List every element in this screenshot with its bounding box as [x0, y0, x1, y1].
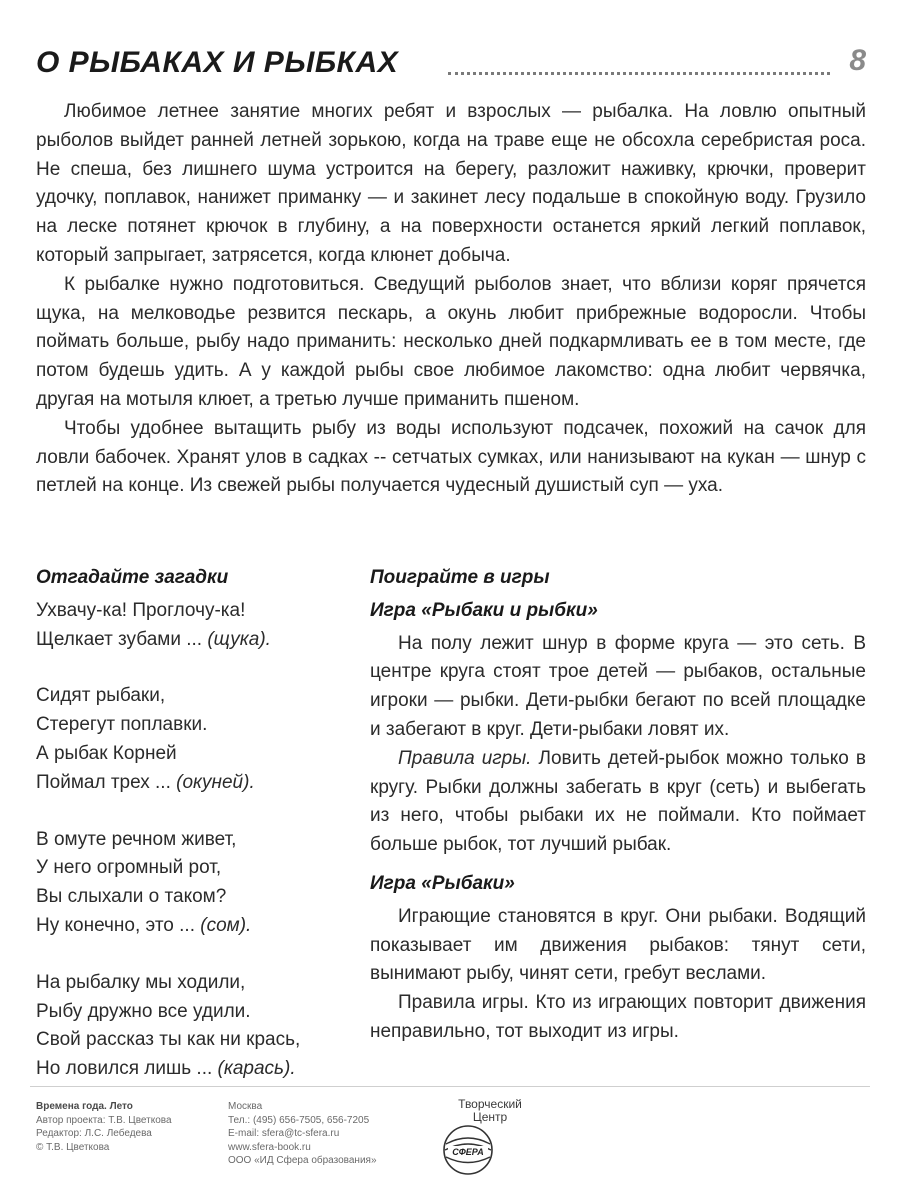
riddle-answer: (окуней).	[176, 771, 255, 793]
footer-publisher: ООО «ИД Сфера образования»	[228, 1155, 377, 1166]
footer-website: www.sfera-book.ru	[228, 1141, 311, 1153]
riddle-2	[36, 682, 356, 797]
riddle-line: На рыбалку мы ходили,	[36, 971, 246, 993]
riddle-answer: (щука).	[207, 628, 271, 650]
intro-paragraph-2: К рыбалке нужно подготовиться. Сведущий рыболов знает, что вблизи коряг прячется щука, на мелководье резвится пескарь, а окунь любит прибрежные водоросли. Чтобы поймать больше, рыбу надо приманить: несколько дней подкармливать ее в том месте, где потом будешь удить. А у каждой рыбы свое любимое лакомство: одна любит червячка, другая на мотыля клюет, а третью лучше приманить пшеном.	[36, 273, 866, 410]
footer-city: Москва	[228, 1101, 263, 1112]
game-1-title: Игра «Рыбаки и рыбки»	[370, 599, 598, 621]
riddle-line	[36, 626, 356, 655]
publisher-logo	[430, 1098, 540, 1178]
game-2-title: Игра «Рыбаки»	[370, 872, 515, 894]
riddle-text: Но ловился лишь ...	[36, 1058, 213, 1080]
riddle-line: Вы слыхали о таком?	[36, 886, 227, 908]
sphere-logo-icon	[440, 1124, 496, 1176]
intro-text	[36, 98, 866, 501]
riddle-line: Стерегут поплавки.	[36, 714, 208, 736]
games-heading: Поиграйте в игры	[370, 567, 550, 588]
riddle-line	[36, 1055, 356, 1084]
footer-credits	[36, 1100, 216, 1154]
games-section	[370, 564, 866, 1047]
logo-caption	[440, 1098, 540, 1124]
logo-caption-line-1: Творческий	[458, 1097, 522, 1111]
page-header	[36, 44, 866, 88]
riddle-line: У него огромный рот,	[36, 857, 222, 879]
footer-book-title: Времена года. Лето	[36, 1101, 133, 1112]
rules-text: Ловить детей-рыбок можно только в кругу. Рыбки должны забегать в круг (сеть) и выбегать из него, чтобы рыбаки их не поймали. Кто поймает больше рыбок, тот лучший рыбак.	[370, 747, 866, 856]
footer-author: Автор проекта: Т.В. Цветкова	[36, 1114, 172, 1126]
intro-paragraph-1: Любимое летнее занятие многих ребят и взрослых — рыбалка. На ловлю опытный рыболов выйдет ранней летней зорькою, когда на траве еще не обсохла серебристая роса. Не спеша, без лишнего шума устроится на берегу, разложит наживку, крючки, проверит удочку, поплавок, нанижет приманку — и закинет лесу подальше в спокойную воду. Грузило на леске потянет крючок в глубину, а на поверхности останется яркий легкий поплавок, который запрыгает, затрясется, когда клюнет добыча.	[36, 101, 866, 266]
footer-email: E-mail: sfera@tc-sfera.ru	[228, 1128, 340, 1139]
footer-phone: Тел.: (495) 656-7505, 656-7205	[228, 1114, 370, 1126]
intro-paragraph-3: Чтобы удобнее вытащить рыбу из воды используют подсачек, похожий на сачок для ловли бабочек. Хранят улов в садках -- сетчатых сумках, или нанизывают на кукан — шнур с петлей на конце. Из свежей рыбы получается чудесный душистый суп — уха.	[36, 417, 866, 497]
dotted-leader	[448, 72, 830, 75]
riddle-answer: (сом).	[200, 914, 252, 936]
riddle-answer: (карась).	[217, 1058, 296, 1080]
game-2-rules: Правила игры. Кто из играющих повторит движения неправильно, тот выходит из игры.	[370, 992, 866, 1042]
riddle-1	[36, 597, 356, 655]
footer-divider	[30, 1086, 870, 1087]
riddle-line	[36, 912, 356, 941]
riddles-section	[36, 564, 356, 1112]
page-title: О РЫБАКАХ И РЫБКАХ	[36, 46, 399, 79]
riddle-line: Сидят рыбаки,	[36, 685, 166, 707]
riddle-text: Щелкает зубами ...	[36, 628, 203, 650]
riddle-line	[36, 769, 356, 798]
page-number: 8	[849, 44, 866, 77]
logo-word: СФЕРА	[452, 1147, 484, 1157]
riddles-heading: Отгадайте загадки	[36, 567, 229, 588]
riddle-line: В омуте речном живет,	[36, 828, 237, 850]
riddle-text: Ну конечно, это ...	[36, 914, 195, 936]
game-2-description: Играющие становятся в круг. Они рыбаки. Водящий показывает им движения рыбаков: тянут сети, вынимают рыбу, чинят сети, гребут веслами.	[370, 905, 866, 985]
riddle-line: Рыбу дружно все удили.	[36, 1000, 251, 1022]
riddle-3	[36, 826, 356, 941]
game-1-description: На полу лежит шнур в форме круга — это сеть. В центре круга стоят трое детей — рыбаков, остальные игроки — рыбки. Дети-рыбки бегают по всей площадке и забегают в круг. Дети-рыбаки ловят их.	[370, 632, 866, 740]
riddle-4	[36, 969, 356, 1084]
footer-contacts	[228, 1100, 428, 1168]
logo-caption-line-2: Центр	[472, 1110, 508, 1124]
footer-editor: Редактор: Л.С. Лебедева	[36, 1128, 152, 1139]
riddle-line: А рыбак Корней	[36, 742, 177, 764]
footer-copyright: © Т.В. Цветкова	[36, 1141, 110, 1153]
riddle-text: Поймал трех ...	[36, 771, 171, 793]
rules-label: Правила игры.	[398, 747, 532, 769]
riddle-line: Свой рассказ ты как ни крась,	[36, 1029, 301, 1051]
riddle-line: Ухвачу-ка! Проглочу-ка!	[36, 599, 246, 621]
game-1-rules	[370, 745, 866, 860]
